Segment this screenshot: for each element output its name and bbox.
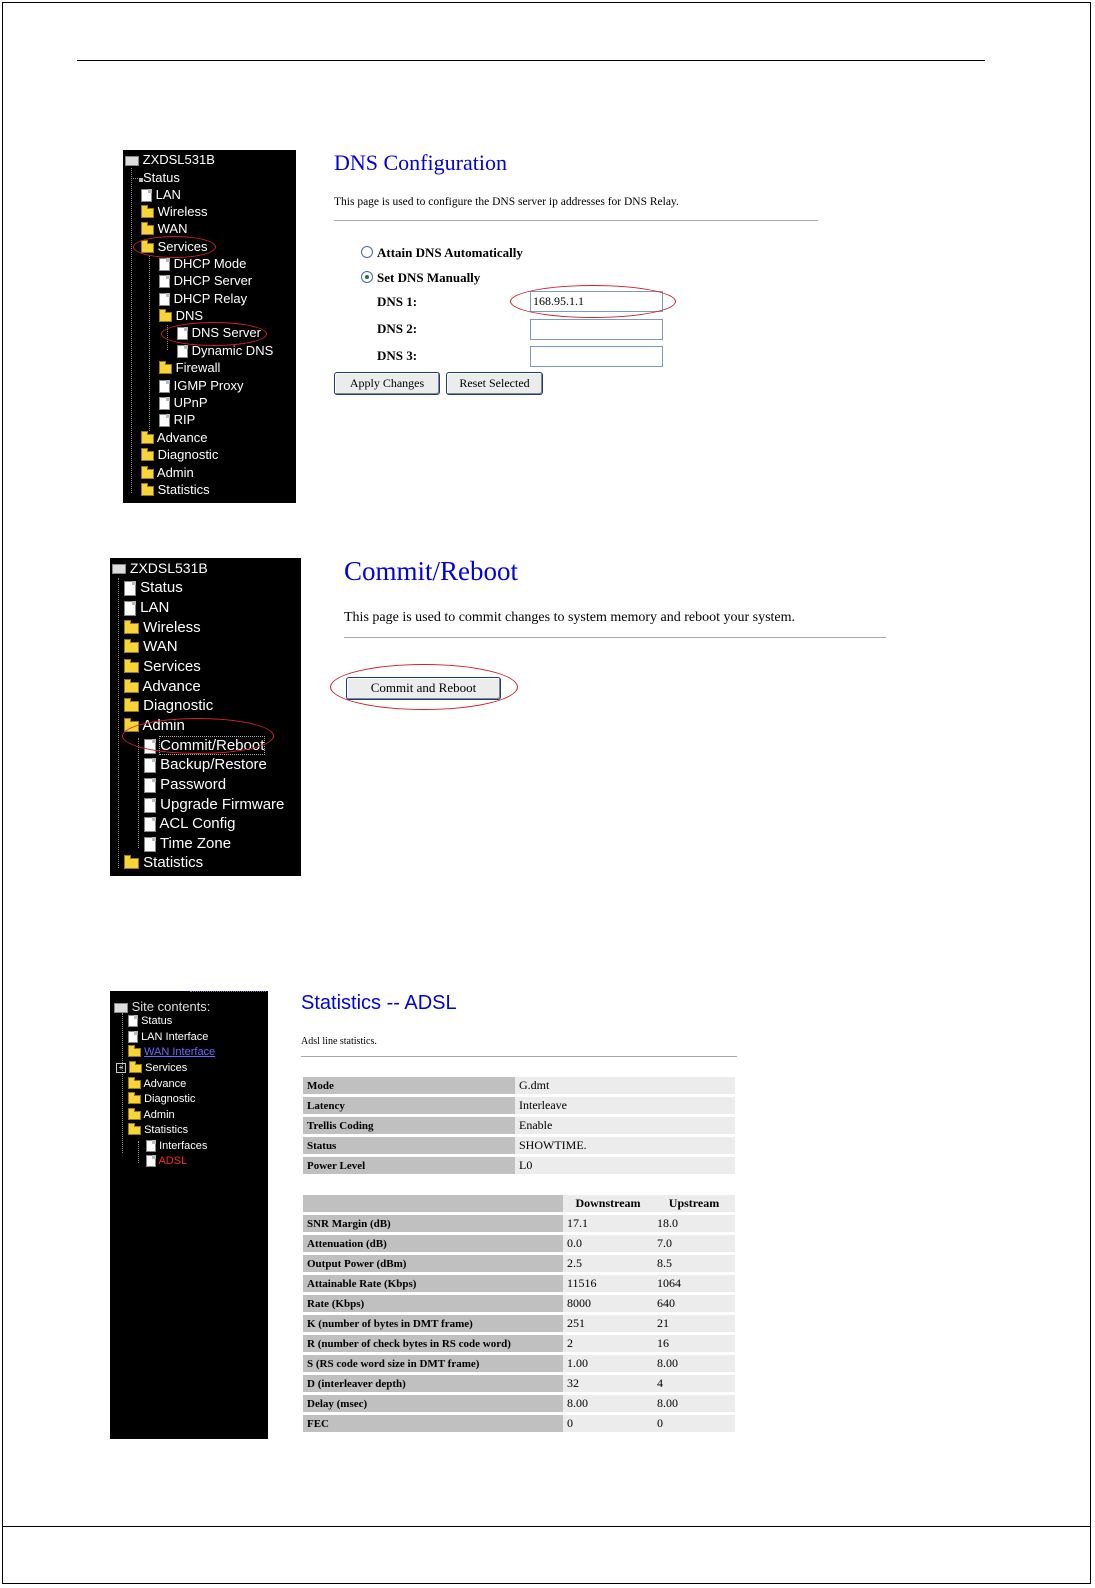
page-icon	[146, 1155, 156, 1167]
adsl-stats-table	[303, 1192, 735, 1435]
table-row	[303, 1295, 735, 1312]
tree-item-admin[interactable]: Admin	[131, 465, 194, 480]
page-icon	[177, 345, 188, 358]
highlight-services	[133, 236, 216, 258]
stat-downstream: 8.00	[563, 1395, 653, 1412]
stat-key: Attenuation (dB)	[303, 1235, 563, 1252]
page-icon	[124, 601, 136, 616]
stat-downstream: 0	[563, 1415, 653, 1432]
highlight-admin-commit	[122, 718, 274, 754]
page-icon	[159, 380, 170, 393]
header-blank	[303, 1195, 563, 1212]
tree-item-advance[interactable]: Advance	[128, 1078, 186, 1090]
info-value: L0	[515, 1157, 735, 1174]
tree-item-dynamic-dns[interactable]: Dynamic DNS	[167, 343, 273, 358]
info-key: Mode	[303, 1077, 515, 1094]
folder-icon	[141, 469, 154, 479]
folder-icon	[124, 858, 139, 869]
stat-downstream: 17.1	[563, 1215, 653, 1232]
tree-item-statistics[interactable]: Statistics	[118, 854, 203, 871]
tree-item-time-zone[interactable]: Time Zone	[138, 835, 231, 852]
header-rule	[77, 60, 985, 61]
stat-downstream: 1.00	[563, 1355, 653, 1372]
info-value: SHOWTIME.	[515, 1137, 735, 1154]
tree-item-dhcp-mode[interactable]: DHCP Mode	[149, 256, 246, 271]
stat-upstream: 0	[653, 1415, 735, 1432]
tree-item-dhcp-server[interactable]: DHCP Server	[149, 273, 252, 288]
tree-item-password[interactable]: Password	[138, 776, 226, 793]
table-row	[303, 1395, 735, 1412]
table-row	[303, 1275, 735, 1292]
apply-changes-button[interactable]: Apply Changes	[334, 372, 440, 395]
tree-item-interfaces[interactable]: Interfaces	[146, 1140, 207, 1152]
stats-adsl-panel	[297, 990, 742, 1438]
dns-nav-tree	[123, 150, 296, 503]
info-row	[303, 1077, 735, 1094]
stat-downstream: 2.5	[563, 1255, 653, 1272]
info-value: Interleave	[515, 1097, 735, 1114]
tree-item-admin[interactable]: Admin	[128, 1109, 175, 1121]
expand-plus-icon[interactable]: +	[116, 1063, 126, 1073]
stat-upstream: 7.0	[653, 1235, 735, 1252]
tree-item-dns[interactable]: DNS	[149, 308, 203, 323]
table-row	[303, 1235, 735, 1252]
stat-key: FEC	[303, 1415, 563, 1432]
tree-item-dhcp-relay[interactable]: DHCP Relay	[149, 291, 247, 306]
stat-key: R (number of check bytes in RS code word)	[303, 1335, 563, 1352]
folder-icon	[141, 225, 154, 235]
page-icon	[159, 293, 170, 306]
tree-item-advance[interactable]: Advance	[118, 678, 201, 695]
page-icon	[141, 178, 143, 180]
stat-key: Attainable Rate (Kbps)	[303, 1275, 563, 1292]
tree-item-status[interactable]: Status	[118, 579, 183, 596]
info-value: Enable	[515, 1117, 735, 1134]
stat-upstream: 1064	[653, 1275, 735, 1292]
folder-icon	[128, 1080, 141, 1089]
stat-upstream: 4	[653, 1375, 735, 1392]
page-icon	[144, 837, 156, 852]
commit-nav-tree	[110, 558, 301, 876]
folder-icon	[159, 364, 172, 374]
tree-item-lan-interface[interactable]: LAN Interface	[128, 1031, 208, 1043]
page-title: Commit/Reboot	[344, 556, 519, 586]
dns-config-panel	[328, 148, 828, 408]
page-icon	[141, 189, 152, 202]
stat-upstream: 18.0	[653, 1215, 735, 1232]
folder-icon	[129, 1064, 142, 1073]
separator	[334, 220, 818, 221]
computer-icon	[112, 564, 126, 574]
tree-item-diagnostic[interactable]: Diagnostic	[131, 447, 218, 462]
stat-key: K (number of bytes in DMT frame)	[303, 1315, 563, 1332]
dns3-label: DNS 3:	[377, 348, 418, 363]
page-description: This page is used to configure the DNS server ip addresses for DNS Relay.	[334, 196, 679, 208]
page-icon	[124, 581, 136, 596]
table-header	[303, 1195, 735, 1212]
stat-key: SNR Margin (dB)	[303, 1215, 563, 1232]
info-row	[303, 1117, 735, 1134]
stat-upstream: 8.00	[653, 1355, 735, 1372]
page-title: DNS Configuration	[334, 150, 507, 175]
tree-item-status[interactable]: Status	[128, 1015, 172, 1027]
tree-item-rip[interactable]: RIP	[149, 412, 195, 427]
folder-icon	[141, 208, 154, 218]
dns3-input[interactable]	[530, 346, 663, 367]
computer-icon	[125, 156, 139, 166]
info-value: G.dmt	[515, 1077, 735, 1094]
info-row	[303, 1097, 735, 1114]
folder-icon	[128, 1095, 141, 1104]
tree-item-upgrade-firmware[interactable]: Upgrade Firmware	[138, 796, 284, 813]
page-icon	[159, 414, 170, 427]
tree-item-acl-config[interactable]: ACL Config	[138, 815, 236, 832]
page-icon	[144, 778, 156, 793]
tree-item-wan[interactable]: WAN	[131, 221, 187, 236]
folder-icon	[124, 682, 139, 693]
open-folder-icon	[159, 312, 172, 322]
page-icon	[159, 258, 170, 271]
tree-item-igmp-proxy[interactable]: IGMP Proxy	[149, 378, 243, 393]
stat-key: S (RS code word size in DMT frame)	[303, 1355, 563, 1372]
info-key: Trellis Coding	[303, 1117, 515, 1134]
highlight-dns1	[510, 285, 676, 318]
tree-item-commit-reboot[interactable]: Commit/Reboot	[138, 737, 264, 754]
tree-item-services[interactable]: Services	[131, 239, 207, 254]
table-row	[303, 1375, 735, 1392]
tree-item-dns-server[interactable]: DNS Server	[167, 325, 261, 340]
tree-item-admin[interactable]: Admin	[118, 717, 185, 734]
page-icon	[159, 275, 170, 288]
table-row	[303, 1255, 735, 1272]
folder-icon	[141, 486, 154, 496]
info-key: Power Level	[303, 1157, 515, 1174]
page-icon	[159, 397, 170, 410]
attain-dns-auto-radio[interactable]	[361, 246, 373, 258]
folder-icon	[141, 451, 154, 461]
tree-item-backup-restore[interactable]: Backup/Restore	[138, 756, 267, 773]
tree-item-wireless[interactable]: Wireless	[131, 204, 207, 219]
stat-key: Output Power (dBm)	[303, 1255, 563, 1272]
folder-icon	[124, 662, 139, 673]
stat-upstream: 21	[653, 1315, 735, 1332]
folder-icon	[124, 701, 139, 712]
stats-nav-tree	[110, 991, 268, 1439]
stat-upstream: 16	[653, 1335, 735, 1352]
table-row	[303, 1415, 735, 1432]
stat-upstream: 640	[653, 1295, 735, 1312]
set-dns-manual-label: Set DNS Manually	[377, 270, 481, 285]
footer-rule	[2, 1526, 1091, 1527]
page-icon	[128, 1015, 138, 1027]
stat-key: D (interleaver depth)	[303, 1375, 563, 1392]
table-row	[303, 1215, 735, 1232]
tree-item-diagnostic[interactable]: Diagnostic	[118, 697, 213, 714]
dns2-label: DNS 2:	[377, 321, 418, 336]
highlight-dns-server	[161, 322, 267, 346]
stat-upstream: 8.5	[653, 1255, 735, 1272]
info-key: Latency	[303, 1097, 515, 1114]
info-key: Status	[303, 1137, 515, 1154]
folder-icon	[124, 642, 139, 653]
tree-item-diagnostic[interactable]: Diagnostic	[128, 1093, 195, 1105]
stat-key: Rate (Kbps)	[303, 1295, 563, 1312]
table-row	[303, 1355, 735, 1372]
page-title: Statistics -- ADSL	[301, 992, 457, 1014]
stat-downstream: 11516	[563, 1275, 653, 1292]
page-icon	[128, 1031, 138, 1043]
tree-item-wireless[interactable]: Wireless	[118, 619, 201, 636]
header-upstream: Upstream	[653, 1195, 735, 1212]
adsl-info-table	[303, 1074, 735, 1177]
stat-key: Delay (msec)	[303, 1395, 563, 1412]
separator	[344, 637, 886, 638]
tree-item-wan[interactable]: WAN	[118, 638, 178, 655]
tree-root[interactable]: ZXDSL531B	[125, 152, 215, 167]
highlight-commit-button	[330, 664, 518, 710]
header-downstream: Downstream	[563, 1195, 653, 1212]
tree-item-services[interactable]: Services	[118, 658, 201, 675]
tree-item-statistics[interactable]: Statistics	[131, 482, 210, 497]
set-dns-manual-radio[interactable]	[361, 271, 373, 283]
stat-downstream: 251	[563, 1315, 653, 1332]
attain-dns-auto-label: Attain DNS Automatically	[377, 245, 523, 260]
tree-root[interactable]: ZXDSL531B	[112, 560, 208, 576]
page-description: This page is used to commit changes to system memory and reboot your system.	[344, 610, 796, 625]
folder-icon	[124, 623, 139, 634]
folder-icon	[141, 434, 154, 444]
tree-item-lan[interactable]: LAN	[118, 599, 169, 616]
tree-root[interactable]: Site contents:	[114, 999, 210, 1014]
stat-downstream: 2	[563, 1335, 653, 1352]
page-icon	[144, 758, 156, 773]
tree-item-lan[interactable]: LAN	[131, 187, 181, 202]
commit-and-reboot-button[interactable]: Commit and Reboot	[346, 677, 501, 700]
dns1-label: DNS 1:	[377, 294, 418, 309]
table-row	[303, 1315, 735, 1332]
info-row	[303, 1157, 735, 1174]
commit-reboot-panel	[338, 556, 898, 716]
open-folder-icon	[128, 1126, 141, 1135]
computer-icon	[114, 1003, 128, 1013]
tree-item-advance[interactable]: Advance	[131, 430, 208, 445]
info-row	[303, 1137, 735, 1154]
stat-downstream: 32	[563, 1375, 653, 1392]
dns2-input[interactable]	[530, 319, 663, 340]
folder-icon	[128, 1048, 141, 1057]
tree-item-status[interactable]: Status	[131, 170, 180, 185]
table-row	[303, 1335, 735, 1352]
reset-selected-button[interactable]: Reset Selected	[446, 372, 543, 395]
stat-upstream: 8.00	[653, 1395, 735, 1412]
page-description: Adsl line statistics.	[301, 1036, 377, 1047]
folder-icon	[128, 1111, 141, 1120]
page-icon	[144, 817, 156, 832]
tree-item-adsl[interactable]: ADSL	[146, 1155, 187, 1167]
separator	[301, 1056, 737, 1057]
tree-item-wan-interface[interactable]: WAN Interface	[128, 1046, 215, 1058]
page-icon	[144, 798, 156, 813]
stat-downstream: 0.0	[563, 1235, 653, 1252]
page-icon	[146, 1140, 156, 1152]
dns1-input[interactable]: 168.95.1.1	[530, 291, 663, 312]
tree-item-services[interactable]: + Services	[116, 1062, 187, 1074]
tree-item-firewall[interactable]: Firewall	[149, 360, 220, 375]
stat-downstream: 8000	[563, 1295, 653, 1312]
tree-item-upnp[interactable]: UPnP	[149, 395, 208, 410]
tree-item-statistics[interactable]: Statistics	[128, 1124, 188, 1136]
